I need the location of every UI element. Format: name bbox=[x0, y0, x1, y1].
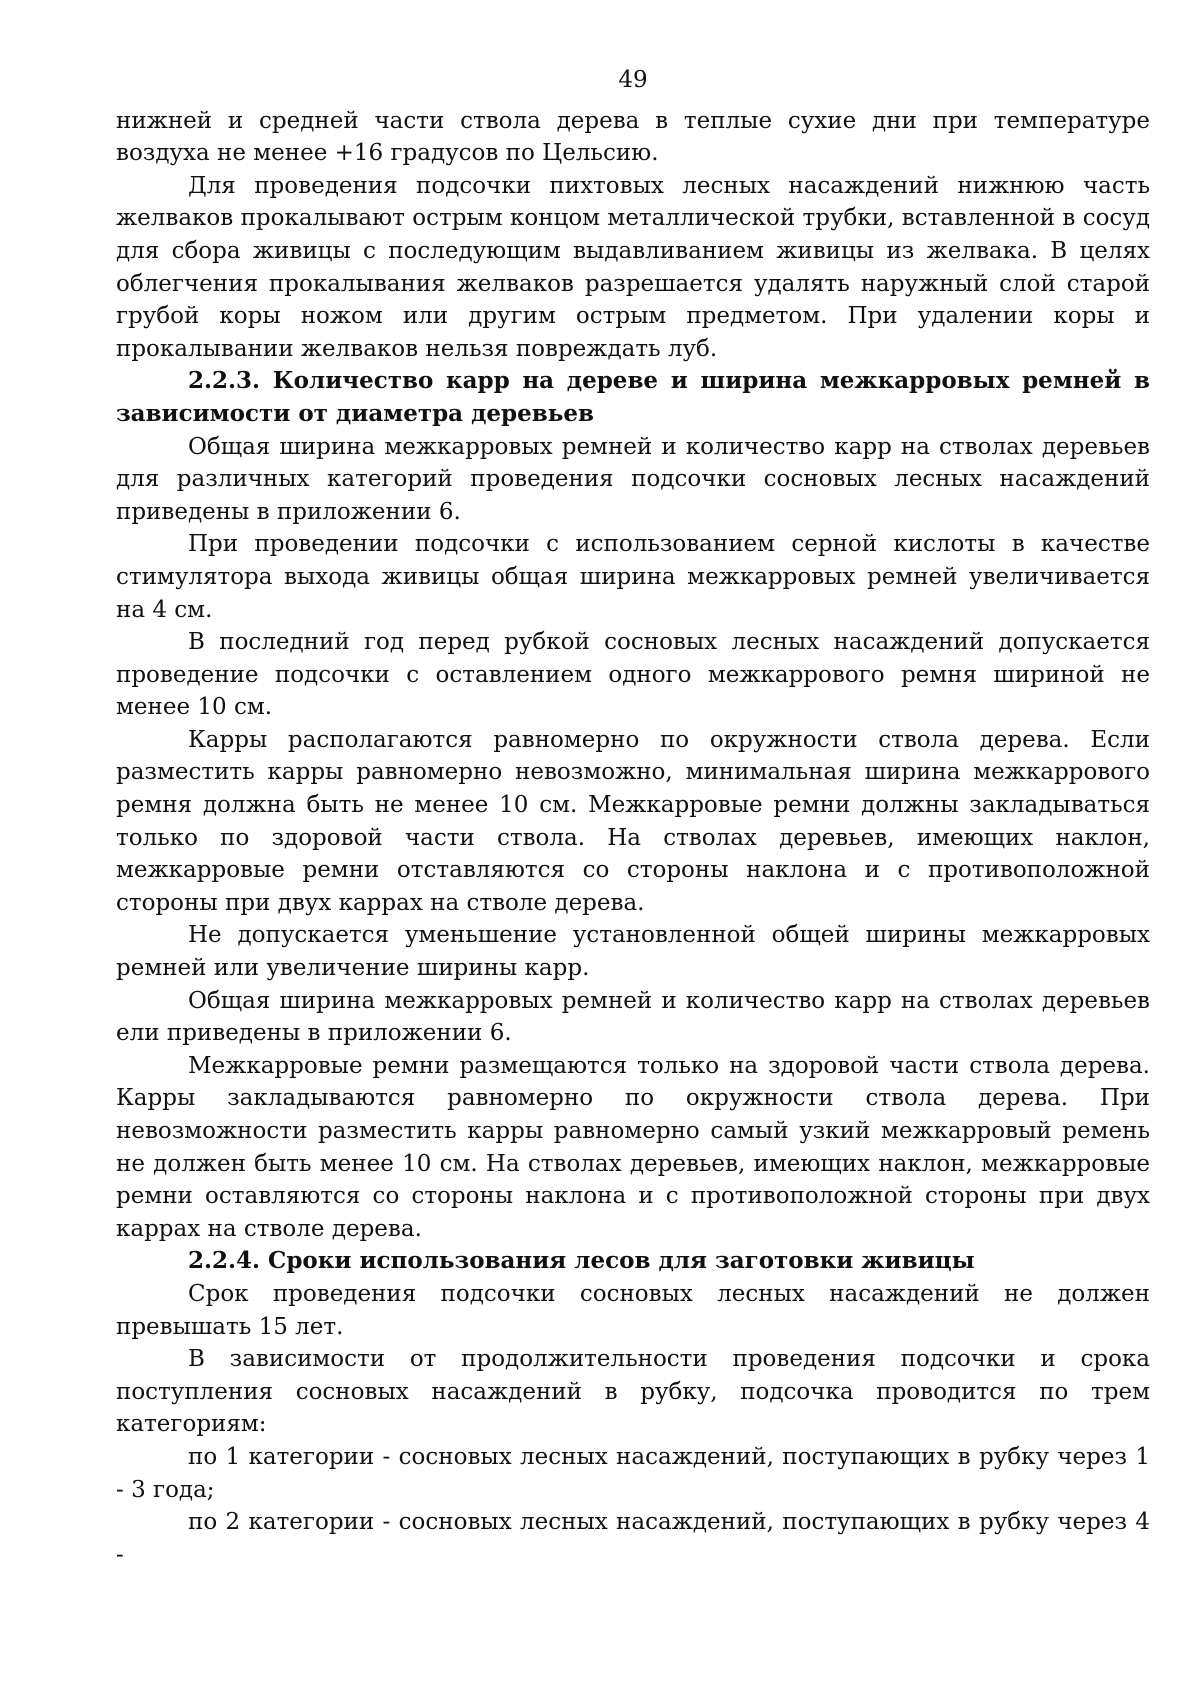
paragraph: Не допускается уменьшение установленной общей ширины межкарровых ремней или увеличение ширины карр. bbox=[116, 922, 1150, 982]
section-heading: 2.2.3. Количество карр на дереве и ширина межкарровых ремней в зависимости от диаметра деревьев bbox=[116, 367, 1150, 427]
paragraph: Срок проведения подсочки сосновых лесных насаждений не должен превышать 15 лет. bbox=[116, 1280, 1150, 1340]
paragraph: Карры располагаются равномерно по окружности ствола дерева. Если разместить карры равномерно невозможно, минимальная ширина межкаррового ремня должна быть не менее 10 см. Межкарровые ремни должны закладываться только по здоровой части ствола. На стволах деревьев, имеющих наклон, межкарровые ремни отставляются со стороны наклона и с противоположной стороны при двух каррах на стволе дерева. bbox=[116, 726, 1150, 916]
paragraph: по 1 категории - сосновых лесных насаждений, поступающих в рубку через 1 - 3 года; bbox=[116, 1443, 1150, 1503]
paragraph: В последний год перед рубкой сосновых лесных насаждений допускается проведение подсочки с оставлением одного межкаррового ремня шириной не менее 10 см. bbox=[116, 629, 1150, 721]
paragraph: При проведении подсочки с использованием серной кислоты в качестве стимулятора выхода живицы общая ширина межкарровых ремней увеличивается на 4 см. bbox=[116, 531, 1150, 623]
paragraph: В зависимости от продолжительности проведения подсочки и срока поступления сосновых насаждений в рубку, подсочка проводится по трем категориям: bbox=[116, 1346, 1150, 1438]
paragraph: Общая ширина межкарровых ремней и количество карр на стволах деревьев ели приведены в приложении 6. bbox=[116, 987, 1150, 1047]
paragraph: Общая ширина межкарровых ремней и количество карр на стволах деревьев для различных категорий проведения подсочки сосновых лесных насаждений приведены в приложении 6. bbox=[116, 433, 1150, 525]
paragraph: Для проведения подсочки пихтовых лесных насаждений нижнюю часть желваков прокалывают острым концом металлической трубки, вставленной в сосуд для сбора живицы с последующим выдавливанием живицы из желвака. В целях облегчения прокалывания желваков разрешается удалять наружный слой старой грубой коры ножом или другим острым предметом. При удалении коры и прокалывании желваков нельзя повреждать луб. bbox=[116, 172, 1150, 362]
document-body bbox=[116, 105, 1150, 1572]
paragraph: Межкарровые ремни размещаются только на здоровой части ствола дерева. Карры закладываются равномерно по окружности ствола дерева. При невозможности разместить карры равномерно самый узкий межкарровый ремень не должен быть менее 10 см. На стволах деревьев, имеющих наклон, межкарровые ремни оставляются со стороны наклона и с противоположной стороны при двух каррах на стволе дерева. bbox=[116, 1052, 1150, 1242]
page-number: 49 bbox=[618, 67, 648, 93]
section-heading: 2.2.4. Сроки использования лесов для заготовки живицы bbox=[188, 1247, 975, 1275]
paragraph: нижней и средней части ствола дерева в теплые сухие дни при температуре воздуха не менее +16 градусов по Цельсию. bbox=[116, 107, 1150, 167]
paragraph: по 2 категории - сосновых лесных насаждений, поступающих в рубку через 4 - bbox=[116, 1509, 1150, 1568]
